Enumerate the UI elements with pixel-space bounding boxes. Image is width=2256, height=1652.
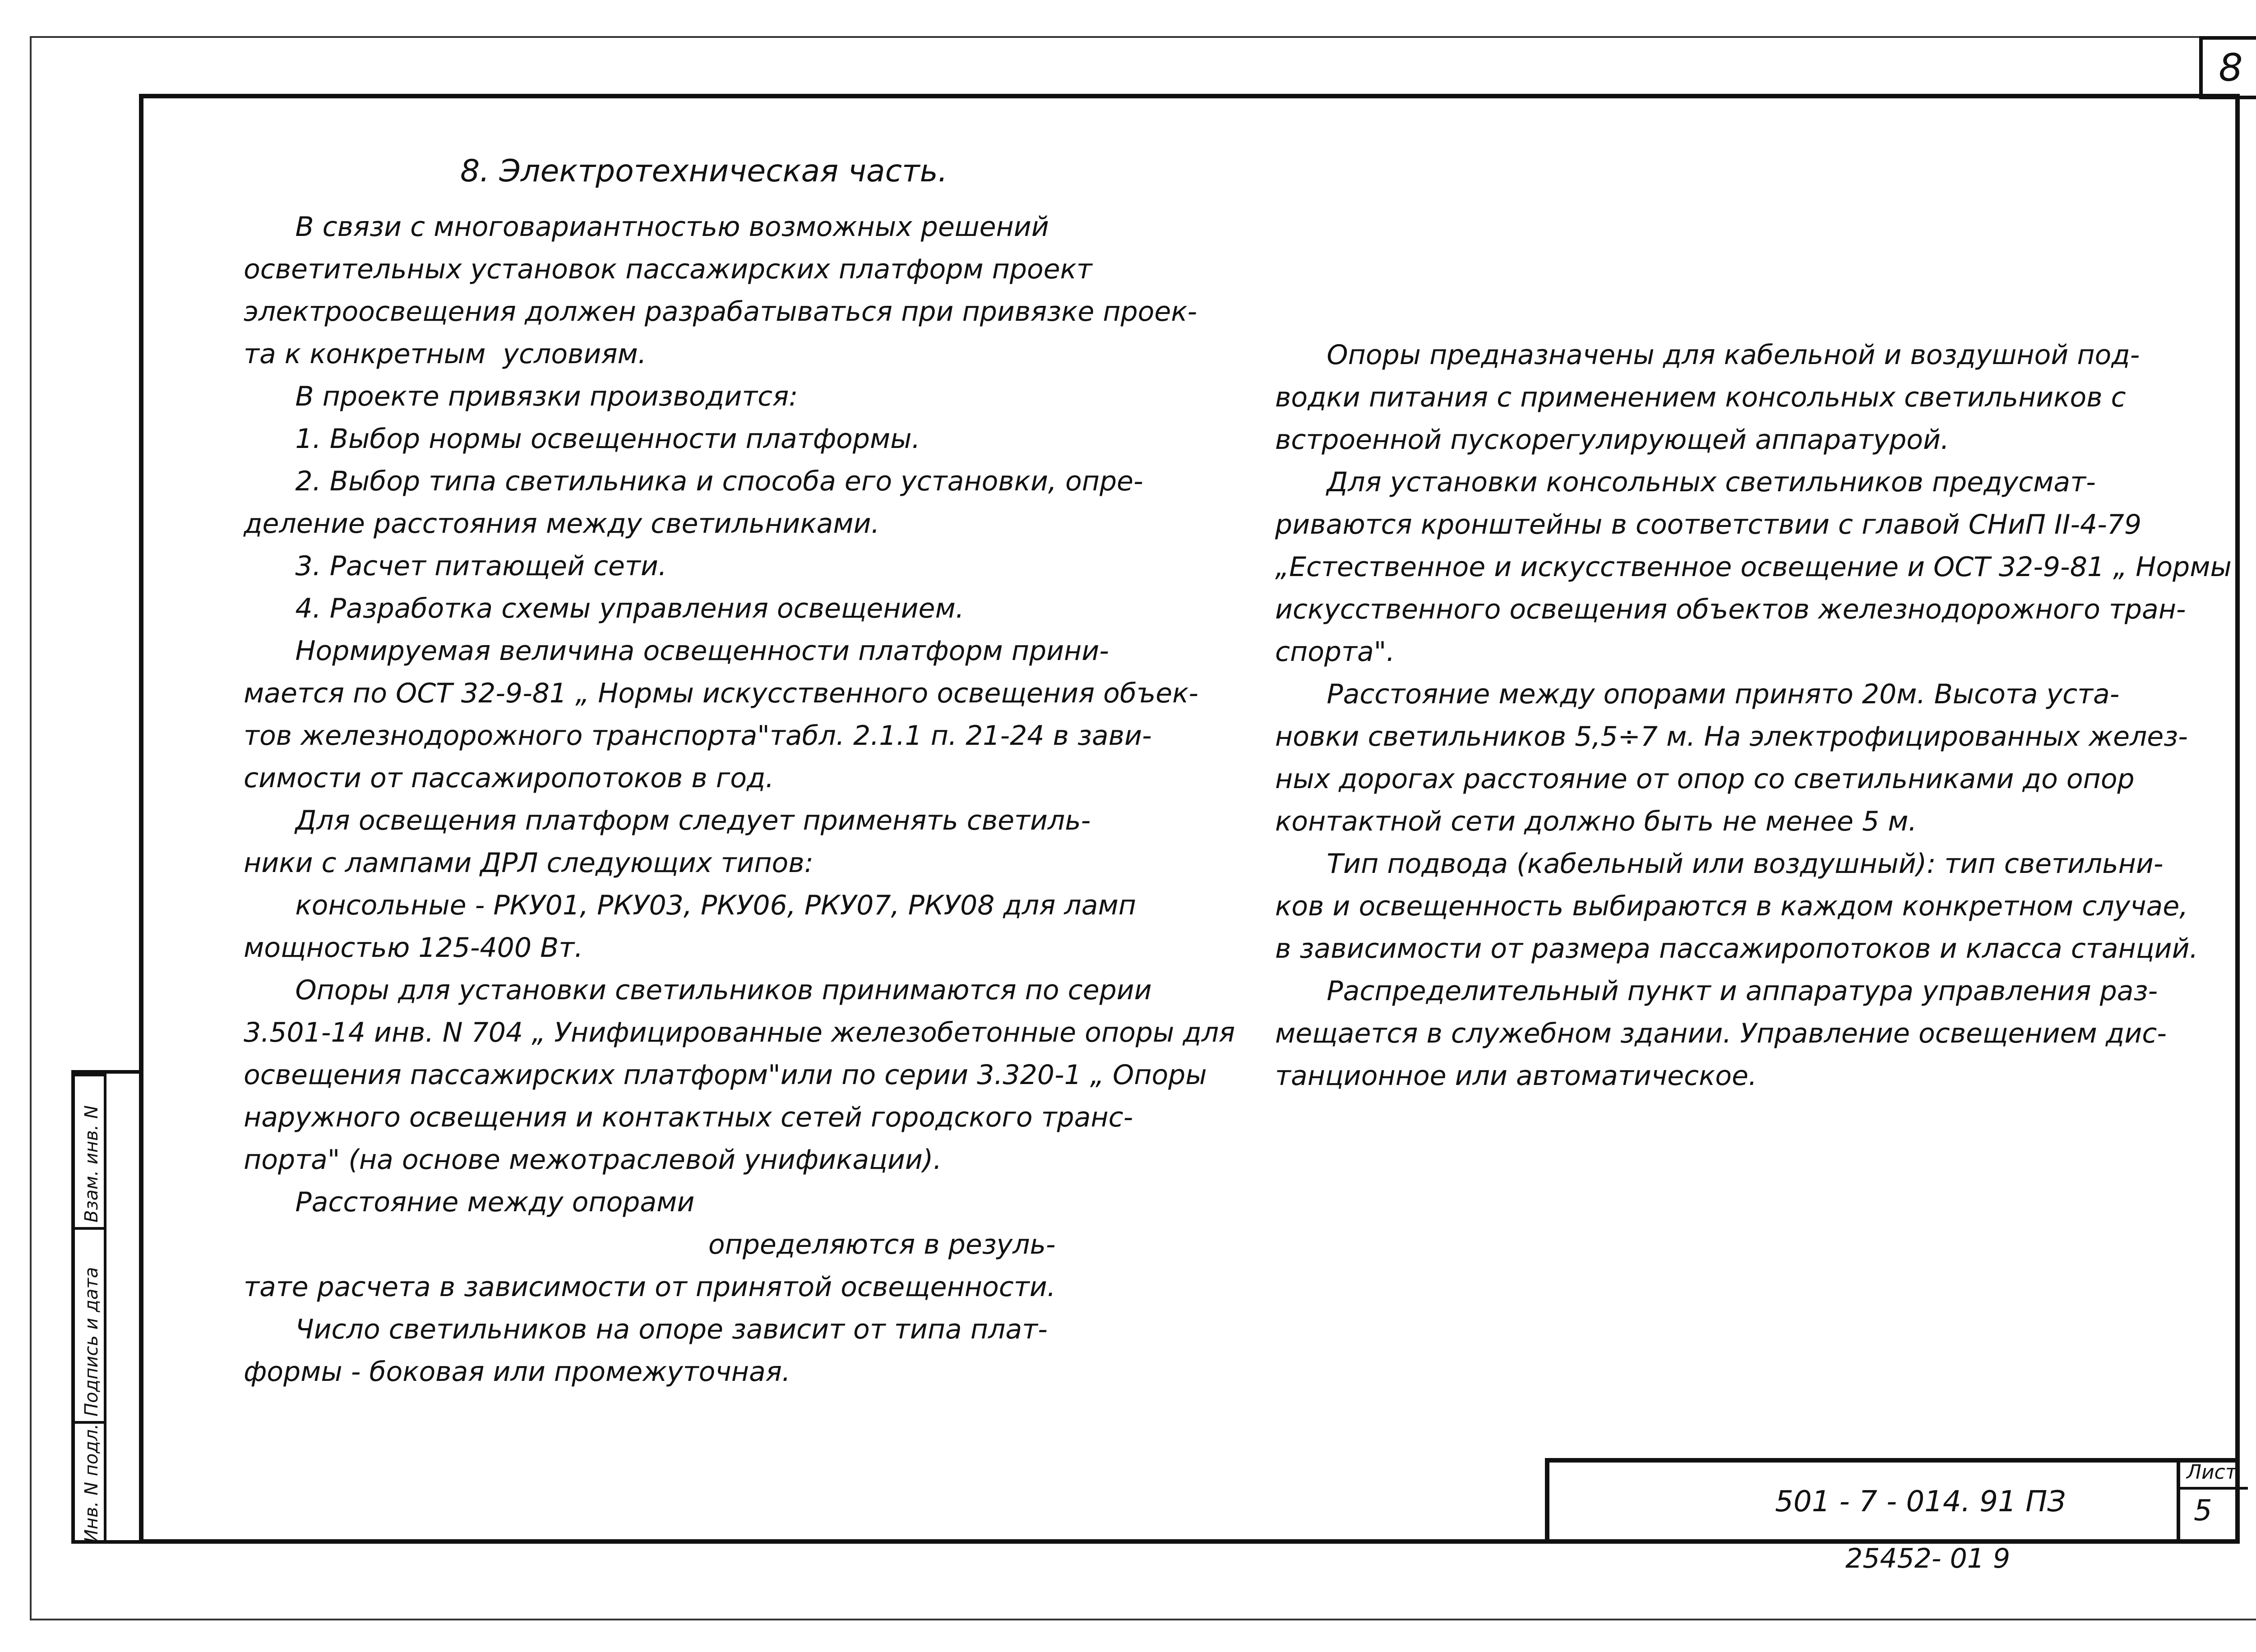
text-line: наружного освещения и контактных сетей городского транс- (244, 1102, 1133, 1133)
text-line: электроосвещения должен разрабатываться при привязке проек- (244, 296, 1197, 328)
text-line: 3.501-14 инв. N 704 „ Унифицированные железобетонные опоры для (244, 1017, 1235, 1048)
sheet-cell (2177, 1458, 2244, 1544)
side-label-vzam: Взам. инв. N (81, 1105, 102, 1223)
side-strip-divider (75, 1227, 106, 1230)
text-line: симости от пассажиропотоков в год. (244, 762, 774, 794)
text-line: Нормируемая величина освещенности платформ прини- (244, 635, 1109, 667)
text-line: спорта". (1275, 636, 1395, 668)
text-line: освещения пассажирских платформ"или по серии 3.320-1 „ Опоры (244, 1059, 1207, 1091)
document-code: 501 - 7 - 014. 91 ПЗ (1775, 1485, 2066, 1518)
text-line: деление расстояния между светильниками. (244, 508, 880, 540)
sheet-divider (2180, 1487, 2248, 1490)
text-line: новки светильников 5,5÷7 м. На электрофицированных желез- (1275, 721, 2188, 752)
side-label-podpis: Подпись и дата (81, 1267, 102, 1417)
text-line: консольные - РКУ01, РКУ03, РКУ06, РКУ07, РКУ08 для ламп (244, 890, 1137, 921)
archive-number: 25452- 01 9 (1845, 1543, 2011, 1574)
sheet-label: Лист (2187, 1461, 2237, 1484)
text-line: Для установки консольных светильников предусмат- (1275, 466, 2096, 498)
text-line: та к конкретным условиям. (244, 338, 647, 370)
text-line: Опоры предназначены для кабельной и воздушной под- (1275, 339, 2140, 371)
text-line: в зависимости от размера пассажиропотоков и класса станций. (1275, 933, 2198, 964)
text-line: тов железнодорожного транспорта"табл. 2.1.1 п. 21-24 в зави- (244, 720, 1152, 752)
text-line: „Естественное и искусственное освещение и ОСТ 32-9-81 „ Нормы (1275, 551, 2232, 583)
text-line: Расстояние между опорами принято 20м. Высота уста- (1275, 678, 2120, 710)
text-line: Число светильников на опоре зависит от типа плат- (244, 1314, 1048, 1345)
left-text-column (244, 206, 1235, 1393)
text-line: В связи с многовариантностью возможных решений (244, 211, 1049, 243)
text-line: искусственного освещения объектов железнодорожного тран- (1275, 594, 2186, 625)
text-line: водки питания с применением консольных светильников с (1275, 382, 2126, 413)
text-line: танционное или автоматическое. (1275, 1060, 1757, 1092)
sheet-value: 5 (2194, 1494, 2212, 1527)
text-line: ники с лампами ДРЛ следующих типов: (244, 847, 814, 879)
side-strip-divider (75, 1074, 106, 1076)
title-block (1545, 1458, 2240, 1544)
text-line: Опоры для установки светильников принимаются по серии (244, 974, 1152, 1006)
text-line: формы - боковая или промежуточная. (244, 1356, 791, 1388)
text-line: ных дорогах расстояние от опор со светильниками до опор (1275, 763, 2135, 795)
text-line: В проекте привязки производится: (244, 381, 798, 412)
text-line: Распределительный пункт и аппаратура управления раз- (1275, 975, 2158, 1007)
text-line: Тип подвода (кабельный или воздушный): тип светильни- (1275, 848, 2164, 880)
text-line: 2. Выбор типа светильника и способа его установки, опре- (244, 466, 1143, 497)
text-line: 4. Разработка схемы управления освещением. (244, 593, 964, 624)
page-number: 8 (2199, 36, 2256, 99)
text-line: мещается в служебном здании. Управление освещением дис- (1275, 1018, 2167, 1049)
text-line: определяются в резуль- (244, 1229, 1056, 1260)
text-line: Расстояние между опорами (244, 1186, 695, 1218)
side-title-strip (71, 1070, 139, 1544)
text-line: 1. Выбор нормы освещенности платформы. (244, 423, 920, 455)
text-line: Для освещения платформ следует применять светиль- (244, 805, 1091, 836)
right-text-column (1275, 334, 2232, 1097)
section-heading: 8. Электротехническая часть. (460, 153, 948, 189)
text-line: мается по ОСТ 32-9-81 „ Нормы искусственного освещения объек- (244, 678, 1199, 709)
text-line: тате расчета в зависимости от принятой освещенности. (244, 1271, 1056, 1303)
text-line: ков и освещенность выбираются в каждом конкретном случае, (1275, 891, 2188, 922)
text-line: порта" (на основе межотраслевой унификации). (244, 1144, 942, 1176)
text-line: контактной сети должно быть не менее 5 м. (1275, 806, 1917, 837)
side-label-inv-podl: Инв. N подл. (81, 1423, 102, 1543)
text-line: мощностью 125-400 Вт. (244, 932, 583, 964)
text-line: риваются кронштейны в соответствии с главой СНиП II-4-79 (1275, 509, 2142, 540)
text-line: 3. Расчет питающей сети. (244, 550, 667, 582)
text-line: встроенной пускорегулирующей аппаратурой. (1275, 424, 1950, 456)
text-line: осветительных установок пассажирских платформ проект (244, 254, 1092, 285)
